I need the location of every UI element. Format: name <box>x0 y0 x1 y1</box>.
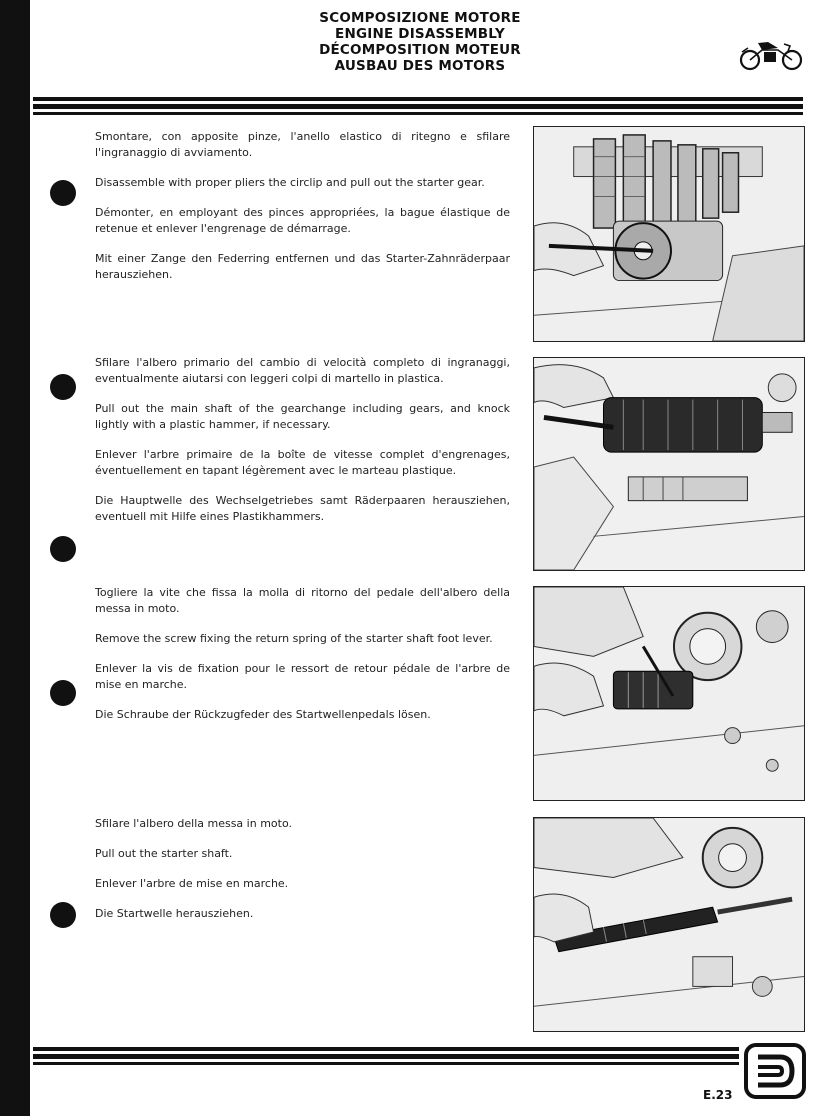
title-english: ENGINE DISASSEMBLY <box>335 26 505 42</box>
step-4-french: Enlever l'arbre de mise en marche. <box>95 877 289 890</box>
step-1-german: Mit einer Zange den Federring entfernen und das Starter-Zahnräderpaar herausziehen. <box>95 252 510 281</box>
punch-hole <box>50 902 76 928</box>
step-4-german: Die Startwelle herausziehen. <box>95 907 254 920</box>
page-number: E.23 <box>703 1088 733 1102</box>
binder-edge <box>0 0 30 1116</box>
punch-hole <box>50 536 76 562</box>
motorcycle-icon <box>738 38 806 72</box>
footer-rule-middle <box>33 1054 739 1059</box>
step-2-french: Enlever l'arbre primaire de la boîte de vitesse complet d'engrenages, éventuellement en tapant légèrement avec le marteau plastique. <box>95 448 510 477</box>
footer-rule-bottom <box>33 1062 739 1065</box>
step-1-text <box>95 129 510 297</box>
header-rule-top <box>33 97 803 101</box>
step-3-french: Enlever la vis de fixation pour le ressort de retour pédale de l'arbre de mise en marche. <box>95 662 510 691</box>
step-3-german: Die Schraube der Rückzugfeder des Startwellenpedals lösen. <box>95 708 431 721</box>
step-3-text <box>95 585 510 737</box>
punch-hole <box>50 374 76 400</box>
punch-hole <box>50 680 76 706</box>
step-1-photo <box>533 126 805 342</box>
step-4-text <box>95 816 510 936</box>
step-1-english: Disassemble with proper pliers the circlip and pull out the starter gear. <box>95 176 485 189</box>
title-french: DÉCOMPOSITION MOTEUR <box>319 42 521 58</box>
step-4-photo <box>533 817 805 1032</box>
step-3-photo <box>533 586 805 801</box>
step-2-italian: Sfilare l'albero primario del cambio di velocità completo di ingranaggi, eventualmente aiutarsi con leggeri colpi di martello in plastica. <box>95 356 510 385</box>
step-3-italian: Togliere la vite che fissa la molla di ritorno del pedale dell'albero della messa in moto. <box>95 586 510 615</box>
step-4-english: Pull out the starter shaft. <box>95 847 233 860</box>
footer-rule-top <box>33 1047 739 1051</box>
cagiva-logo-icon <box>744 1043 806 1099</box>
title-german: AUSBAU DES MOTORS <box>334 58 506 74</box>
title-italian: SCOMPOSIZIONE MOTORE <box>319 10 521 26</box>
step-2-german: Die Hauptwelle des Wechselgetriebes samt Räderpaaren herausziehen, eventuell mit Hilfe eines Plastikhammers. <box>95 494 510 523</box>
page-title-block <box>250 10 590 74</box>
step-4-italian: Sfilare l'albero della messa in moto. <box>95 817 292 830</box>
step-1-french: Démonter, en employant des pinces appropriées, la bague élastique de retenue et enlever l'engrenage de démarrage. <box>95 206 510 235</box>
step-1-italian: Smontare, con apposite pinze, l'anello elastico di ritegno e sfilare l'ingranaggio di avviamento. <box>95 130 510 159</box>
step-3-english: Remove the screw fixing the return spring of the starter shaft foot lever. <box>95 632 493 645</box>
step-2-photo <box>533 357 805 571</box>
punch-hole <box>50 180 76 206</box>
step-2-text <box>95 355 510 539</box>
header-rule-bottom <box>33 112 803 115</box>
header-rule-middle <box>33 104 803 109</box>
step-2-english: Pull out the main shaft of the gearchange including gears, and knock lightly with a plastic hammer, if necessary. <box>95 402 510 431</box>
